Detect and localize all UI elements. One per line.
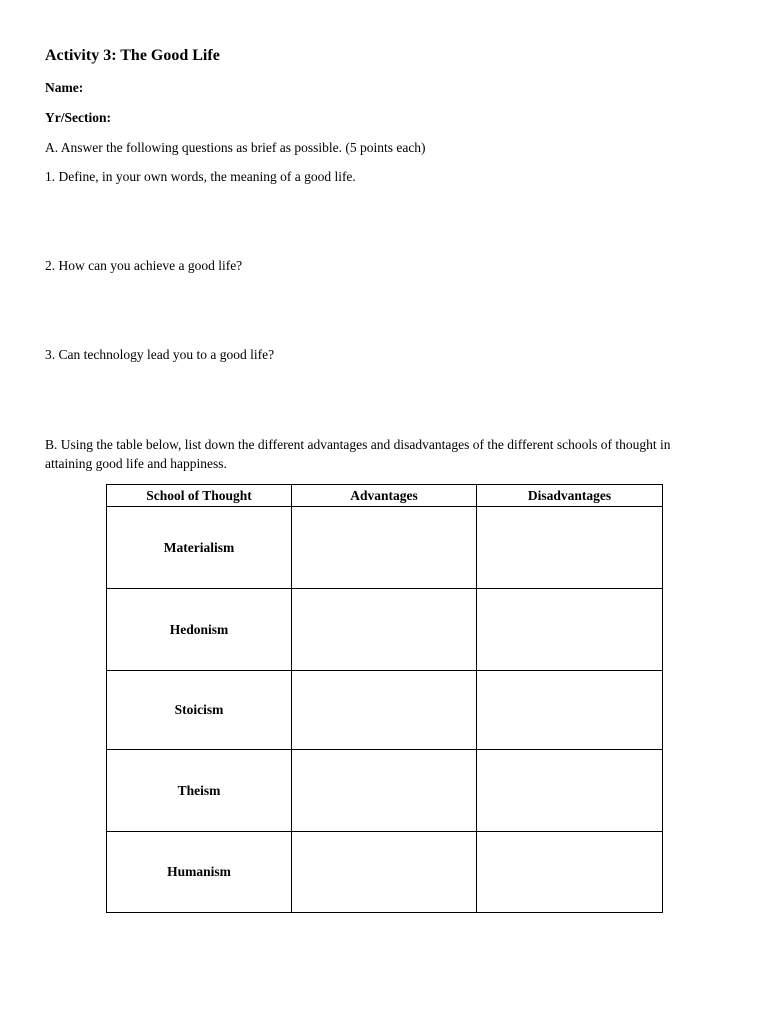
name-label: Name: bbox=[45, 80, 84, 95]
yr-section-label: Yr/Section: bbox=[45, 110, 111, 125]
part-b-instruction: B. Using the table below, list down the different advantages and disadvantages of the different schools of thought in attaining good life and happiness. bbox=[45, 437, 671, 471]
advantages-cell bbox=[292, 507, 477, 589]
question-2: 2. How can you achieve a good life? bbox=[45, 258, 243, 273]
advantages-cell bbox=[292, 671, 477, 750]
advantages-cell bbox=[292, 750, 477, 832]
table-row bbox=[107, 507, 663, 589]
table-row bbox=[107, 832, 663, 913]
school-cell: Hedonism bbox=[107, 589, 292, 671]
disadvantages-cell bbox=[477, 832, 663, 913]
disadvantages-cell bbox=[477, 750, 663, 832]
schools-of-thought-table bbox=[106, 484, 663, 913]
table-row bbox=[107, 671, 663, 750]
disadvantages-cell bbox=[477, 671, 663, 750]
disadvantages-cell bbox=[477, 589, 663, 671]
header-advantages: Advantages bbox=[292, 485, 477, 507]
header-school-of-thought: School of Thought bbox=[107, 485, 292, 507]
advantages-cell bbox=[292, 589, 477, 671]
part-a-instruction: A. Answer the following questions as brief as possible. (5 points each) bbox=[45, 140, 426, 155]
question-3: 3. Can technology lead you to a good life? bbox=[45, 347, 275, 362]
table-header-row bbox=[107, 485, 663, 507]
advantages-cell bbox=[292, 832, 477, 913]
header-disadvantages: Disadvantages bbox=[477, 485, 663, 507]
table-row bbox=[107, 589, 663, 671]
table-row bbox=[107, 750, 663, 832]
page-title: Activity 3: The Good Life bbox=[45, 47, 220, 64]
question-1: 1. Define, in your own words, the meaning of a good life. bbox=[45, 169, 356, 184]
disadvantages-cell bbox=[477, 507, 663, 589]
school-cell: Materialism bbox=[107, 507, 292, 589]
school-cell: Theism bbox=[107, 750, 292, 832]
school-cell: Humanism bbox=[107, 832, 292, 913]
school-cell: Stoicism bbox=[107, 671, 292, 750]
